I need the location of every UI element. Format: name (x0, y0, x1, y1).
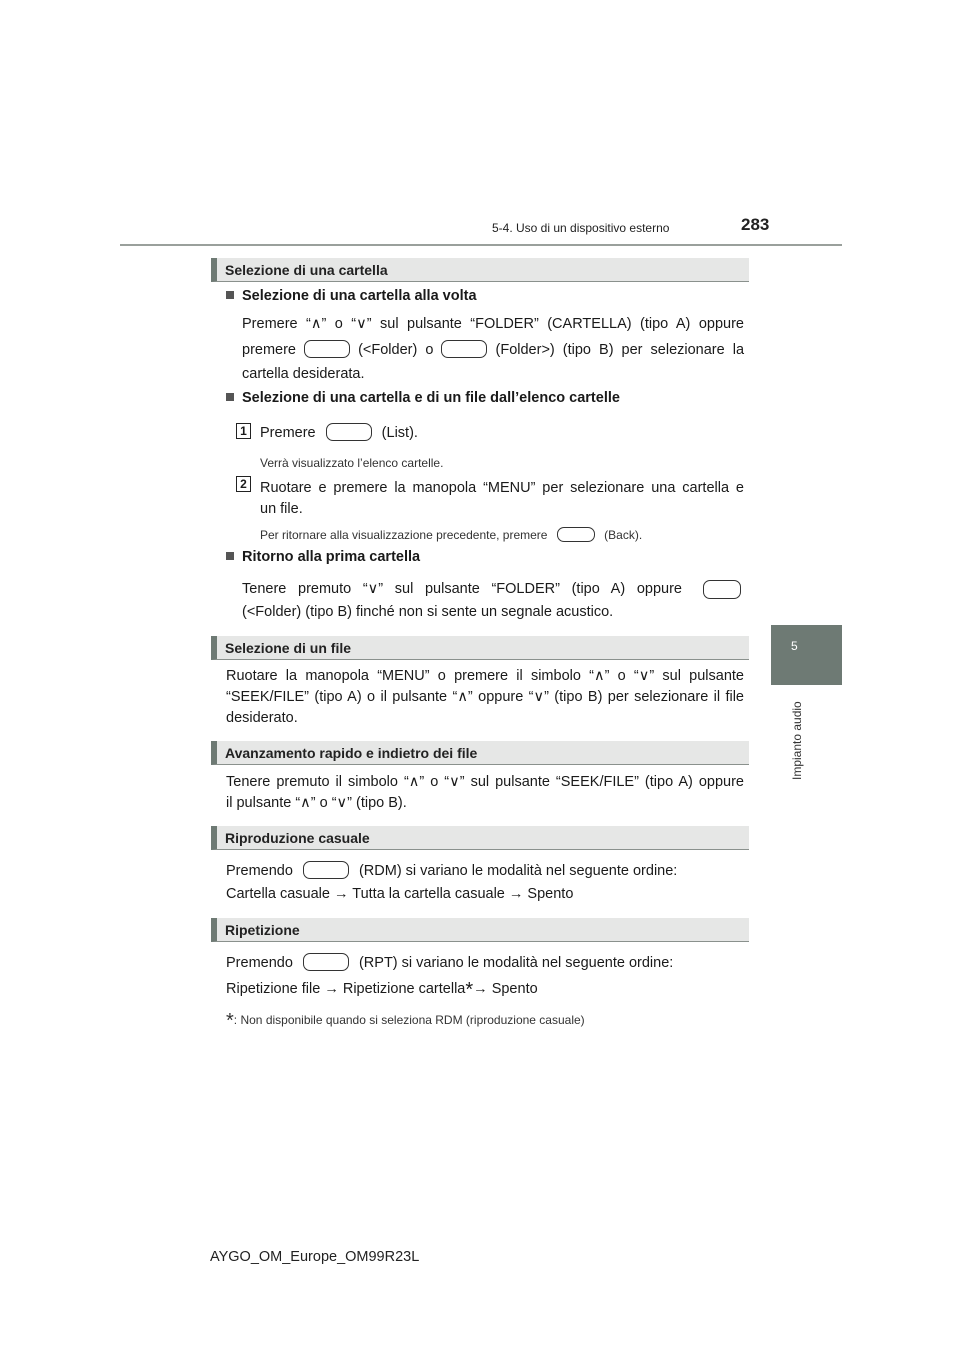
bullet-heading-text: Selezione di una cartella e di un file dall’elenco cartelle (242, 390, 620, 406)
paragraph-line: il pulsante “∧” o “∨” (tipo B). (226, 795, 407, 811)
asterisk-mark: * (465, 979, 474, 1001)
step-number: 1 (236, 423, 251, 439)
section-heading-repeat (211, 918, 749, 942)
document-id: AYGO_OM_Europe_OM99R23L (210, 1249, 420, 1265)
back-button-icon (557, 527, 595, 542)
paragraph-line: cartella desiderata. (242, 366, 365, 382)
footnote-text: : Non disponibile quando si seleziona RDM (riproduzione casuale) (233, 1013, 585, 1027)
text-run: Ripetizione file → Ripetizione cartella (226, 981, 466, 997)
chapter-title (790, 690, 806, 780)
section-header: 5-4. Uso di un dispositivo esterno (492, 221, 670, 235)
text-run: → Spento (473, 981, 538, 997)
paragraph-line: Tenere premuto il simbolo “∧” o “∨” sul pulsante “SEEK/FILE” (tipo A) oppure (226, 774, 744, 790)
section-heading-random (211, 826, 749, 850)
step-number: 2 (236, 476, 251, 492)
paragraph-line: Premere “∧” o “∨” sul pulsante “FOLDER” (CARTELLA) (tipo A) oppure (242, 316, 744, 332)
folder-prev-button-icon (304, 340, 350, 358)
text-run: Premere (260, 425, 316, 441)
page-number: 283 (741, 215, 770, 234)
paragraph-line: Ruotare la manopola “MENU” o premere il simbolo “∧” o “∨” sul pulsante (226, 668, 744, 684)
section-title: Avanzamento rapido e indietro dei file (225, 745, 478, 761)
section-title: Selezione di una cartella (225, 262, 388, 278)
paragraph-line: desiderato. (226, 710, 298, 726)
bullet-heading-text: Ritorno alla prima cartella (242, 549, 421, 565)
rpt-button-icon (303, 953, 349, 971)
step-note: Verrà visualizzato l’elenco cartelle. (260, 456, 444, 470)
folder-prev-button-icon (703, 580, 741, 600)
chapter-tab (771, 625, 842, 685)
text-run: (List). (381, 425, 418, 441)
bullet-heading-folder-list (226, 390, 620, 406)
asterisk-mark: * (226, 1010, 234, 1032)
paragraph-line-with-button (226, 859, 677, 883)
text-run: Premendo (226, 955, 293, 971)
section-heading-fast-forward (211, 741, 749, 765)
text-run: Premendo (226, 863, 293, 879)
header-divider (120, 244, 842, 246)
bullet-heading-first-folder (226, 549, 420, 565)
section-title: Riproduzione casuale (225, 830, 370, 846)
step-note (260, 527, 642, 542)
paragraph-line-with-button (226, 951, 673, 975)
step-text (260, 421, 418, 445)
text-run: (RDM) si variano le modalità nel seguente ordine: (358, 863, 678, 879)
paragraph-line: (<Folder) (tipo B) finché non si sente un segnale acustico. (242, 604, 614, 620)
text-run: Per ritornare alla visualizzazione precedente, premere (260, 528, 548, 542)
text-run: (RPT) si variano le modalità nel seguente ordine: (358, 955, 674, 971)
section-heading-folder-select (211, 258, 749, 282)
square-bullet-icon (226, 393, 234, 401)
step-text: un file. (260, 501, 303, 517)
step-text: Ruotare e premere la manopola “MENU” per selezionare una cartella e (260, 480, 744, 496)
bullet-heading-one-at-a-time (226, 288, 477, 304)
section-title: Selezione di un file (225, 640, 352, 656)
text-run: (Folder>) (tipo B) per selezionare la (495, 342, 745, 358)
square-bullet-icon (226, 291, 234, 299)
text-run: premere (242, 342, 296, 358)
section-heading-file-select (211, 636, 749, 660)
paragraph-line-with-buttons (242, 338, 744, 362)
footnote (226, 1010, 585, 1033)
square-bullet-icon (226, 552, 234, 560)
chapter-title-text: Impianto audio (790, 701, 804, 780)
bullet-heading-text: Selezione di una cartella alla volta (242, 288, 477, 304)
text-run: (<Folder) o (358, 342, 434, 358)
text-run: (Back). (604, 528, 643, 542)
paragraph-line (226, 977, 538, 1002)
paragraph-line: Cartella casuale → Tutta la cartella casuale → Spento (226, 886, 574, 902)
section-title: Ripetizione (225, 922, 300, 938)
paragraph-line: Tenere premuto “∨” sul pulsante “FOLDER” (tipo A) oppure (242, 581, 682, 597)
list-button-icon (326, 423, 372, 441)
paragraph-line: “SEEK/FILE” (tipo A) o il pulsante “∧” oppure “∨” (tipo B) per selezionare il file (226, 689, 744, 705)
rdm-button-icon (303, 861, 349, 879)
folder-next-button-icon (441, 340, 487, 358)
chapter-number: 5 (791, 639, 798, 653)
